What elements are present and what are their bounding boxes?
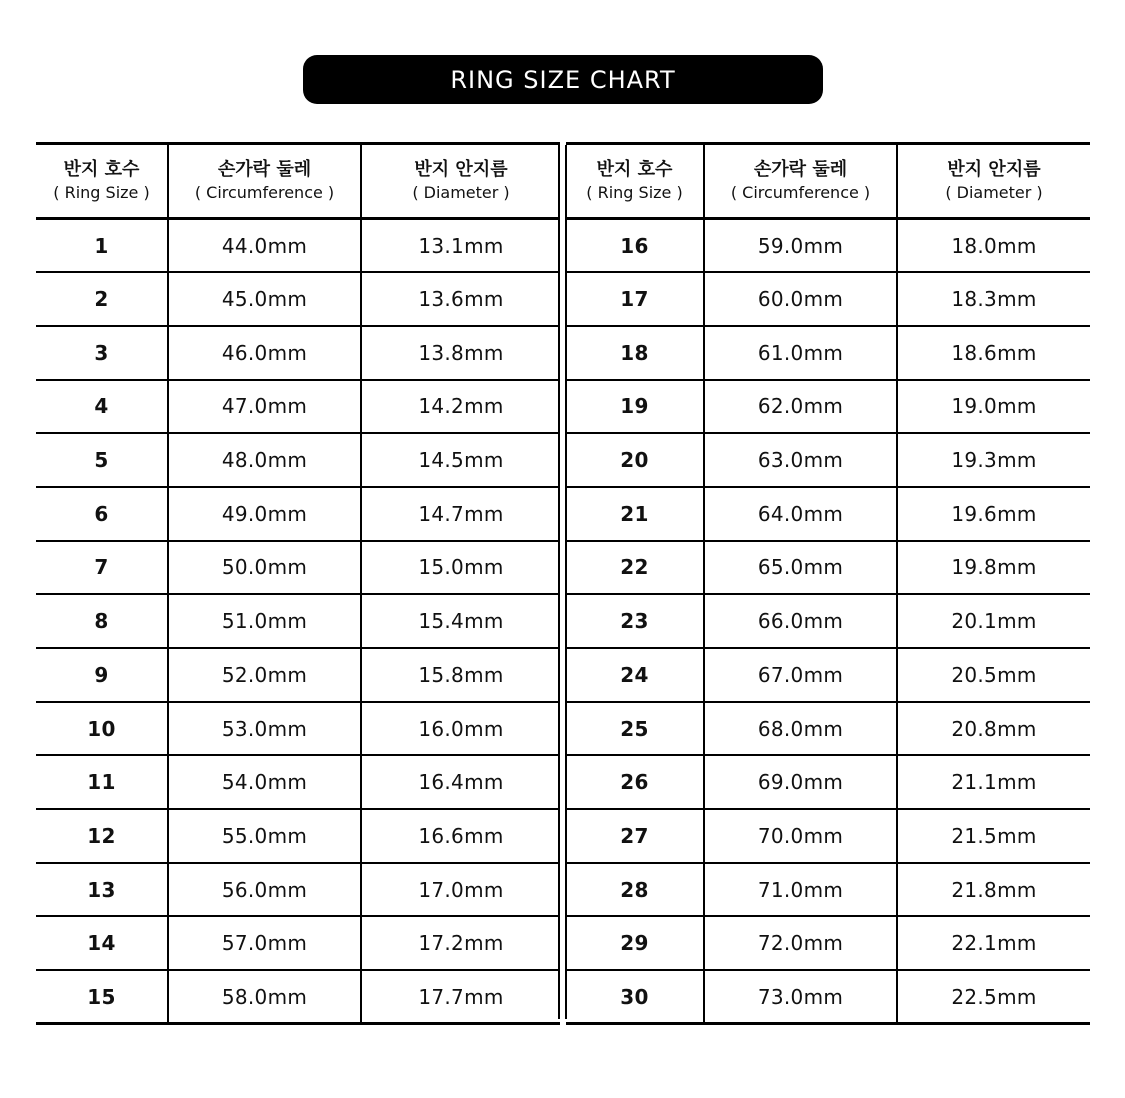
circumference-cell: 63.0mm	[704, 433, 897, 487]
table-row	[566, 272, 1090, 326]
header-label-ko: 손가락 둘레	[217, 159, 312, 180]
table-row	[36, 648, 560, 702]
diameter-cell: 20.1mm	[897, 594, 1090, 648]
circumference-cell: 65.0mm	[704, 541, 897, 595]
diameter-cell: 21.8mm	[897, 863, 1090, 917]
size-tables	[36, 142, 1090, 1022]
header-label-ko: 손가락 둘레	[753, 159, 848, 180]
table-row	[36, 863, 560, 917]
header-label-ko: 반지 호수	[63, 159, 140, 180]
diameter-cell: 18.3mm	[897, 272, 1090, 326]
ring-size-cell: 5	[36, 433, 168, 487]
diameter-cell: 19.6mm	[897, 487, 1090, 541]
diameter-cell: 22.5mm	[897, 970, 1090, 1024]
diameter-cell: 15.4mm	[361, 594, 560, 648]
header-label-en: ( Ring Size )	[53, 183, 150, 202]
ring-size-cell: 17	[566, 272, 704, 326]
diameter-cell: 20.8mm	[897, 702, 1090, 756]
diameter-cell: 20.5mm	[897, 648, 1090, 702]
ring-size-cell: 4	[36, 380, 168, 434]
table-body-left	[36, 219, 560, 1024]
diameter-cell: 17.7mm	[361, 970, 560, 1024]
circumference-cell: 71.0mm	[704, 863, 897, 917]
ring-size-cell: 26	[566, 755, 704, 809]
table-row	[36, 380, 560, 434]
header-label-en: ( Ring Size )	[586, 183, 683, 202]
circumference-cell: 58.0mm	[168, 970, 361, 1024]
ring-size-cell: 23	[566, 594, 704, 648]
header-label-en: ( Circumference )	[194, 183, 335, 202]
diameter-cell: 19.3mm	[897, 433, 1090, 487]
circumference-cell: 70.0mm	[704, 809, 897, 863]
table-body-right	[566, 219, 1090, 1024]
circumference-cell: 45.0mm	[168, 272, 361, 326]
table-row	[566, 702, 1090, 756]
circumference-cell: 61.0mm	[704, 326, 897, 380]
table-row	[36, 702, 560, 756]
circumference-cell: 46.0mm	[168, 326, 361, 380]
header-label-en: ( Diameter )	[945, 183, 1043, 202]
circumference-cell: 48.0mm	[168, 433, 361, 487]
diameter-cell: 17.2mm	[361, 916, 560, 970]
ring-size-cell: 22	[566, 541, 704, 595]
circumference-cell: 47.0mm	[168, 380, 361, 434]
diameter-cell: 15.8mm	[361, 648, 560, 702]
circumference-cell: 52.0mm	[168, 648, 361, 702]
table-row	[36, 433, 560, 487]
diameter-cell: 22.1mm	[897, 916, 1090, 970]
diameter-cell: 18.0mm	[897, 219, 1090, 273]
diameter-cell: 17.0mm	[361, 863, 560, 917]
diameter-cell: 16.4mm	[361, 755, 560, 809]
ring-size-cell: 24	[566, 648, 704, 702]
circumference-cell: 67.0mm	[704, 648, 897, 702]
circumference-cell: 54.0mm	[168, 755, 361, 809]
circumference-cell: 50.0mm	[168, 541, 361, 595]
table-row	[36, 970, 560, 1024]
ring-size-cell: 10	[36, 702, 168, 756]
diameter-cell: 13.1mm	[361, 219, 560, 273]
title-banner	[303, 55, 823, 104]
table-row	[36, 809, 560, 863]
circumference-cell: 49.0mm	[168, 487, 361, 541]
diameter-cell: 14.5mm	[361, 433, 560, 487]
diameter-cell: 13.8mm	[361, 326, 560, 380]
ring-size-cell: 16	[566, 219, 704, 273]
diameter-cell: 13.6mm	[361, 272, 560, 326]
diameter-cell: 21.1mm	[897, 755, 1090, 809]
table-row	[566, 916, 1090, 970]
circumference-cell: 51.0mm	[168, 594, 361, 648]
circumference-cell: 68.0mm	[704, 702, 897, 756]
ring-size-cell: 21	[566, 487, 704, 541]
chart-title: RING SIZE CHART	[450, 65, 676, 94]
diameter-cell: 16.0mm	[361, 702, 560, 756]
size-table-left	[36, 142, 560, 1025]
table-row	[566, 648, 1090, 702]
circumference-cell: 66.0mm	[704, 594, 897, 648]
ring-size-cell: 8	[36, 594, 168, 648]
header-diameter	[897, 144, 1090, 219]
header-label-en: ( Circumference )	[730, 183, 871, 202]
ring-size-cell: 3	[36, 326, 168, 380]
ring-size-cell: 2	[36, 272, 168, 326]
ring-size-cell: 29	[566, 916, 704, 970]
header-label-ko: 반지 호수	[596, 159, 673, 180]
ring-size-cell: 28	[566, 863, 704, 917]
ring-size-cell: 12	[36, 809, 168, 863]
diameter-cell: 16.6mm	[361, 809, 560, 863]
circumference-cell: 72.0mm	[704, 916, 897, 970]
ring-size-cell: 1	[36, 219, 168, 273]
ring-size-cell: 6	[36, 487, 168, 541]
ring-size-cell: 15	[36, 970, 168, 1024]
table-row	[36, 219, 560, 273]
header-diameter	[361, 144, 560, 219]
ring-size-cell: 20	[566, 433, 704, 487]
header-circumference	[704, 144, 897, 219]
circumference-cell: 56.0mm	[168, 863, 361, 917]
circumference-cell: 62.0mm	[704, 380, 897, 434]
table-row	[566, 326, 1090, 380]
header-label-ko: 반지 안지름	[947, 159, 1041, 180]
ring-size-cell: 25	[566, 702, 704, 756]
table-row	[566, 219, 1090, 273]
circumference-cell: 44.0mm	[168, 219, 361, 273]
ring-size-cell: 18	[566, 326, 704, 380]
ring-size-cell: 7	[36, 541, 168, 595]
diameter-cell: 14.2mm	[361, 380, 560, 434]
table-row	[36, 272, 560, 326]
table-row	[566, 863, 1090, 917]
ring-size-cell: 30	[566, 970, 704, 1024]
circumference-cell: 55.0mm	[168, 809, 361, 863]
table-row	[566, 433, 1090, 487]
ring-size-cell: 14	[36, 916, 168, 970]
table-row	[566, 541, 1090, 595]
size-table-right	[566, 142, 1090, 1025]
ring-size-cell: 13	[36, 863, 168, 917]
header-circumference	[168, 144, 361, 219]
diameter-cell: 19.0mm	[897, 380, 1090, 434]
ring-size-cell: 9	[36, 648, 168, 702]
table-row	[566, 809, 1090, 863]
table-row	[36, 541, 560, 595]
table-row	[566, 487, 1090, 541]
diameter-cell: 21.5mm	[897, 809, 1090, 863]
table-row	[36, 326, 560, 380]
circumference-cell: 64.0mm	[704, 487, 897, 541]
table-row	[566, 970, 1090, 1024]
double-divider-line	[558, 145, 560, 1019]
circumference-cell: 73.0mm	[704, 970, 897, 1024]
header-row	[566, 144, 1090, 219]
diameter-cell: 15.0mm	[361, 541, 560, 595]
diameter-cell: 18.6mm	[897, 326, 1090, 380]
table-row	[36, 916, 560, 970]
header-label-en: ( Diameter )	[412, 183, 510, 202]
table-row	[566, 755, 1090, 809]
circumference-cell: 53.0mm	[168, 702, 361, 756]
ring-size-cell: 19	[566, 380, 704, 434]
table-row	[36, 594, 560, 648]
table-row	[36, 487, 560, 541]
table-row	[36, 755, 560, 809]
header-label-ko: 반지 안지름	[414, 159, 508, 180]
header-ring-size	[566, 144, 704, 219]
diameter-cell: 14.7mm	[361, 487, 560, 541]
double-divider-line	[565, 145, 567, 1019]
circumference-cell: 69.0mm	[704, 755, 897, 809]
circumference-cell: 60.0mm	[704, 272, 897, 326]
table-row	[566, 380, 1090, 434]
table-row	[566, 594, 1090, 648]
ring-size-cell: 11	[36, 755, 168, 809]
diameter-cell: 19.8mm	[897, 541, 1090, 595]
header-row	[36, 144, 560, 219]
circumference-cell: 57.0mm	[168, 916, 361, 970]
circumference-cell: 59.0mm	[704, 219, 897, 273]
ring-size-cell: 27	[566, 809, 704, 863]
header-ring-size	[36, 144, 168, 219]
